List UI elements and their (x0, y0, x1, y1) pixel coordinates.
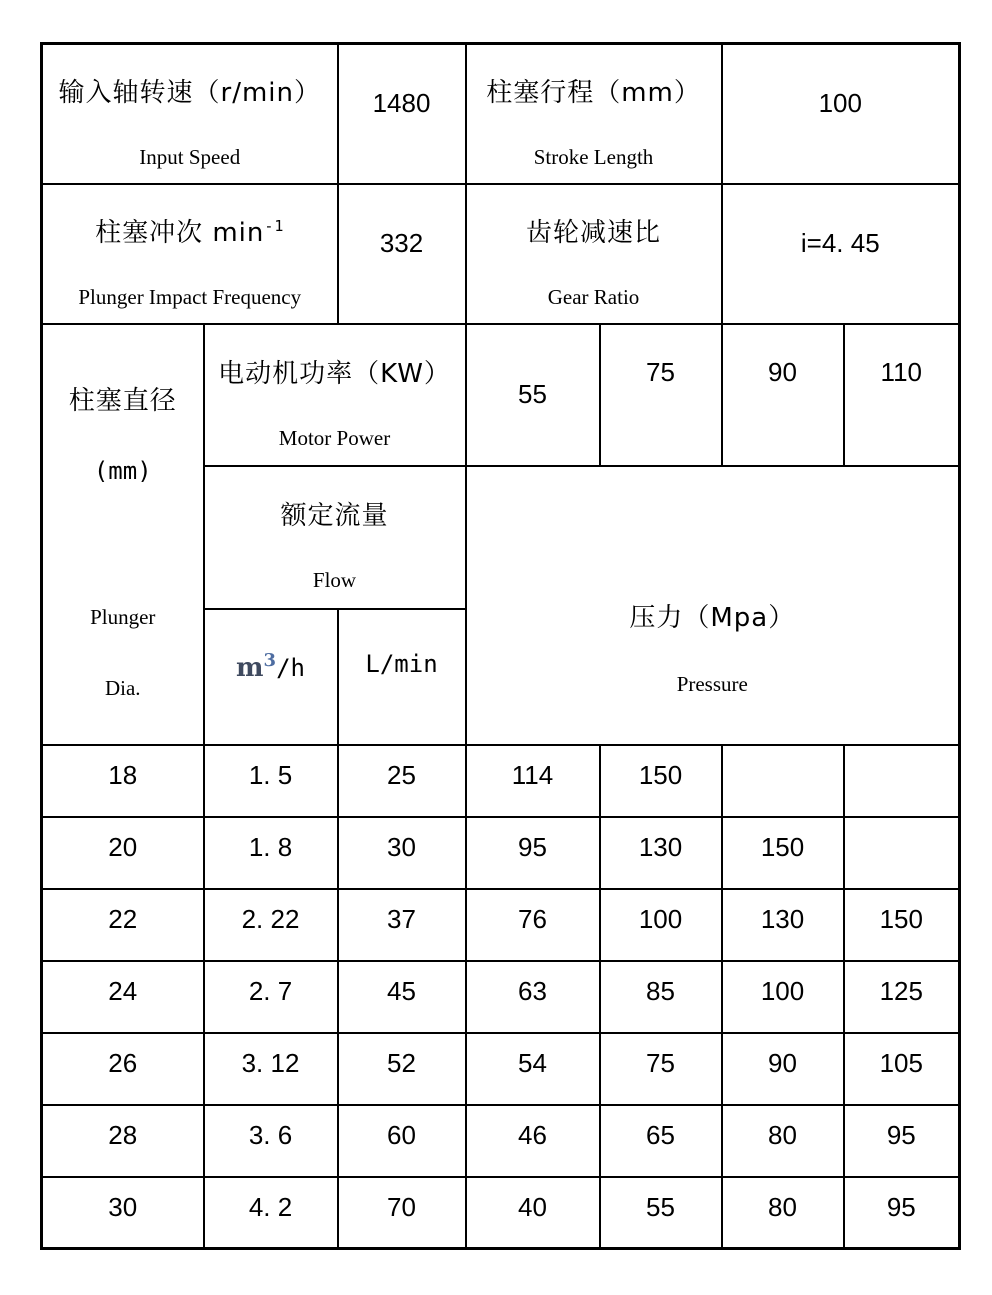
dia-cell: 18 (42, 745, 204, 817)
pressure-label-en: Pressure (676, 672, 748, 696)
spec-sheet (40, 42, 961, 1250)
stroke-length-value: 100 (722, 44, 960, 184)
pressure-cell: 130 (722, 889, 844, 961)
motor-power-value-90: 90 (722, 324, 844, 466)
dia-cell: 28 (42, 1105, 204, 1177)
pressure-cell: 80 (722, 1105, 844, 1177)
pressure-cell: 105 (844, 1033, 960, 1105)
motor-power-label-zh: 电动机功率（KW） (218, 358, 451, 389)
pressure-cell: 150 (844, 889, 960, 961)
flow-lmin-cell: 70 (338, 1177, 466, 1249)
flow-lmin-cell: 60 (338, 1105, 466, 1177)
pressure-cell: 95 (844, 1105, 960, 1177)
flow-unit-m3h: $m^3/h$ (236, 649, 305, 683)
flow-unit-lmin: L/min (365, 649, 438, 678)
gear-ratio-value: i=4. 45 (722, 184, 960, 324)
stroke-length-label-en: Stroke Length (533, 144, 654, 169)
row-motor-power (42, 324, 960, 466)
pressure-cell: 95 (466, 817, 600, 889)
impact-frequency-exponent: -1 (264, 216, 285, 235)
pressure-label-zh: 压力（Mpa） (629, 603, 796, 633)
flow-m3h-cell: 2. 7 (204, 961, 338, 1033)
pressure-cell: 85 (600, 961, 722, 1033)
pressure-cell: 63 (466, 961, 600, 1033)
flow-label-en: Flow (312, 568, 357, 592)
pressure-cell: 40 (466, 1177, 600, 1249)
flow-m3h-cell: 3. 6 (204, 1105, 338, 1177)
flow-m3h-cell: 4. 2 (204, 1177, 338, 1249)
stroke-length-label-cell (466, 44, 722, 184)
flow-lmin-cell: 25 (338, 745, 466, 817)
impact-frequency-label-en: Plunger Impact Frequency (78, 284, 302, 309)
motor-power-value-110: 110 (844, 324, 960, 466)
flow-m3h-cell: 1. 8 (204, 817, 338, 889)
pressure-cell: 80 (722, 1177, 844, 1249)
pressure-cell: 100 (722, 961, 844, 1033)
flow-lmin-cell: 37 (338, 889, 466, 961)
dia-cell: 30 (42, 1177, 204, 1249)
gear-ratio-label-zh: 齿轮减速比 (526, 217, 662, 248)
row-input-speed (42, 44, 960, 184)
flow-label-cell (204, 466, 466, 609)
flow-lmin-cell: 52 (338, 1033, 466, 1105)
gear-ratio-label-en: Gear Ratio (547, 284, 640, 309)
impact-frequency-value: 332 (338, 184, 466, 324)
pressure-cell: 150 (600, 745, 722, 817)
table-row-dia-26 (42, 1033, 960, 1105)
pressure-cell: 125 (844, 961, 960, 1033)
flow-unit-lmin-cell (338, 609, 466, 745)
pressure-cell: 46 (466, 1105, 600, 1177)
pressure-cell: 130 (600, 817, 722, 889)
input-speed-label-cell (42, 44, 338, 184)
table-row-dia-18 (42, 745, 960, 817)
pump-spec-table (40, 42, 961, 1250)
table-row-dia-22 (42, 889, 960, 961)
impact-frequency-label-zh: 柱塞冲次 $\min^{-1}$ (95, 216, 285, 248)
stroke-length-label-zh: 柱塞行程（mm） (486, 77, 701, 108)
pressure-cell: 114 (466, 745, 600, 817)
input-speed-label-en: Input Speed (139, 144, 241, 169)
pressure-cell: 100 (600, 889, 722, 961)
pressure-cell: 150 (722, 817, 844, 889)
flow-m3h-cell: 1. 5 (204, 745, 338, 817)
table-row-dia-24 (42, 961, 960, 1033)
pressure-cell (844, 745, 960, 817)
motor-power-label-en: Motor Power (278, 425, 391, 450)
pressure-label-cell (466, 466, 960, 745)
plunger-dia-unit: (mm) (93, 457, 152, 485)
plunger-dia-label-zh: 柱塞直径 (68, 386, 177, 416)
flow-lmin-cell: 45 (338, 961, 466, 1033)
input-speed-label-zh: 输入轴转速（r/min） (58, 77, 321, 108)
pressure-cell: 55 (600, 1177, 722, 1249)
pressure-cell (722, 745, 844, 817)
table-row-dia-28 (42, 1105, 960, 1177)
motor-power-label-cell (204, 324, 466, 466)
motor-power-value-55: 55 (466, 324, 600, 466)
pressure-cell: 54 (466, 1033, 600, 1105)
pressure-cell (844, 817, 960, 889)
pressure-cell: 76 (466, 889, 600, 961)
flow-lmin-cell: 30 (338, 817, 466, 889)
pressure-cell: 65 (600, 1105, 722, 1177)
flow-label-zh: 额定流量 (280, 501, 389, 531)
flow-unit-m3h-cell (204, 609, 338, 745)
row-impact-frequency (42, 184, 960, 324)
impact-frequency-label-cell (42, 184, 338, 324)
flow-m3h-cell: 2. 22 (204, 889, 338, 961)
flow-m3h-cell: 3. 12 (204, 1033, 338, 1105)
motor-power-value-75: 75 (600, 324, 722, 466)
table-row-dia-20 (42, 817, 960, 889)
gear-ratio-label-cell (466, 184, 722, 324)
input-speed-value: 1480 (338, 44, 466, 184)
dia-cell: 20 (42, 817, 204, 889)
plunger-dia-label-cell (42, 324, 204, 745)
table-row-dia-30 (42, 1177, 960, 1249)
pressure-cell: 95 (844, 1177, 960, 1249)
dia-cell: 22 (42, 889, 204, 961)
pressure-cell: 75 (600, 1033, 722, 1105)
plunger-dia-label-en1: Plunger (90, 605, 156, 629)
dia-cell: 26 (42, 1033, 204, 1105)
dia-cell: 24 (42, 961, 204, 1033)
pressure-cell: 90 (722, 1033, 844, 1105)
plunger-dia-label-en2: Dia. (104, 676, 141, 700)
